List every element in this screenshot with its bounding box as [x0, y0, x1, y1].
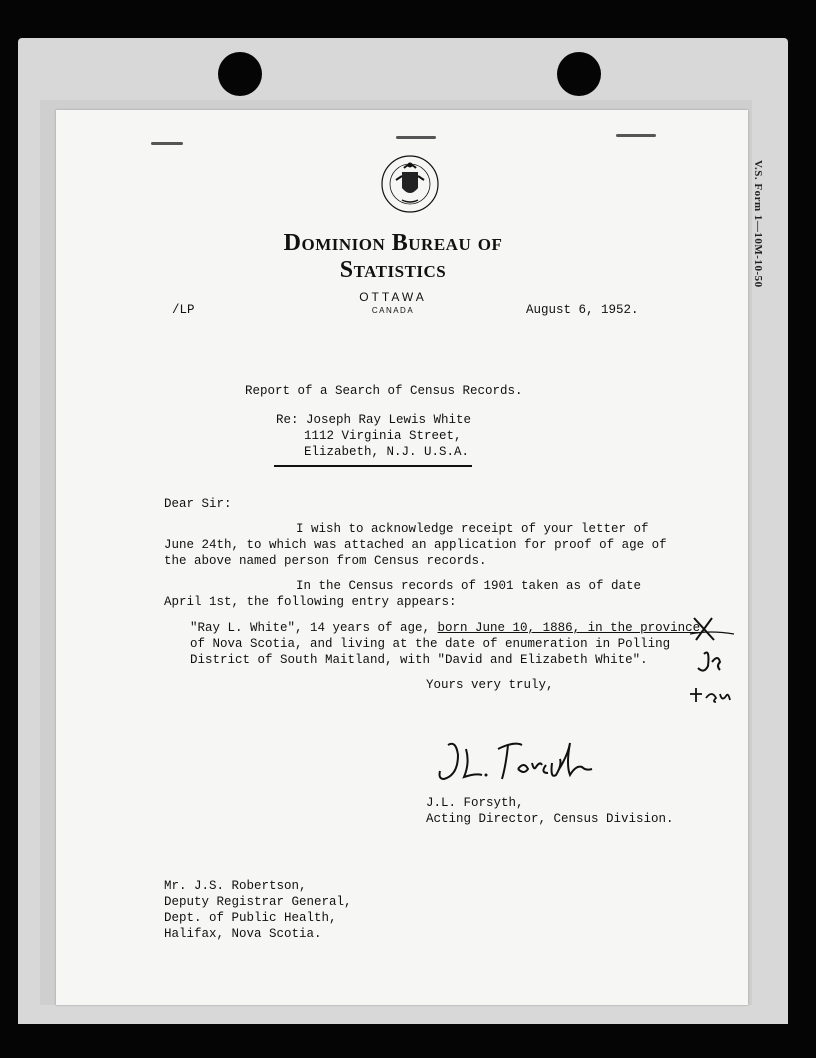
- letterhead-city: OTTAWA: [359, 290, 427, 304]
- letterhead-title: Dominion Bureau of Statistics: [283, 230, 503, 283]
- side-form-label: V.S. Form 1—10M-10-50: [752, 160, 764, 288]
- letter-date: August 6, 1952.: [526, 303, 639, 317]
- paragraph1-line3: the above named person from Census records.: [164, 554, 487, 568]
- paragraph1-line1: I wish to acknowledge receipt of your letter of: [296, 522, 649, 536]
- subject-rule: [274, 465, 472, 467]
- reference-code: /LP: [172, 303, 195, 317]
- re-name: Joseph Ray Lewis White: [306, 413, 472, 427]
- census-entry-text: "Ray L. White", 14 years of age,: [190, 621, 438, 635]
- paper-clip-mark: [396, 136, 436, 139]
- paper-clip-mark: [151, 142, 183, 145]
- punch-hole-right: [557, 52, 601, 96]
- punch-hole-left: [218, 52, 262, 96]
- closing: Yours very truly,: [426, 678, 554, 692]
- recipient-line1: Mr. J.S. Robertson,: [164, 879, 307, 893]
- paragraph2-line1: In the Census records of 1901 taken as of date: [296, 579, 642, 593]
- census-entry-line3: District of South Maitland, with "David and Elizabeth White".: [190, 653, 648, 667]
- census-entry-line2: of Nova Scotia, and living at the date of enumeration in Polling: [190, 637, 671, 651]
- recipient-line2: Deputy Registrar General,: [164, 895, 352, 909]
- recipient-line3: Dept. of Public Health,: [164, 911, 337, 925]
- recipient-line4: Halifax, Nova Scotia.: [164, 927, 322, 941]
- re-city: Elizabeth, N.J. U.S.A.: [304, 445, 470, 459]
- signer-title: Acting Director, Census Division.: [426, 812, 674, 826]
- paragraph1-line2: June 24th, to which was attached an application for proof of age of: [164, 538, 667, 552]
- re-label: Re:: [276, 413, 299, 427]
- handwritten-signature: [436, 735, 606, 790]
- re-street: 1112 Virginia Street,: [304, 429, 462, 443]
- letterhead-country: CANADA: [371, 306, 415, 315]
- re-block: [276, 412, 471, 428]
- salutation: Dear Sir:: [164, 497, 232, 511]
- paper-clip-mark: [616, 134, 656, 137]
- census-entry-line1: [190, 620, 700, 636]
- subject-line: Report of a Search of Census Records.: [245, 384, 523, 398]
- signer-name: J.L. Forsyth,: [426, 796, 524, 810]
- paragraph2-line2: April 1st, the following entry appears:: [164, 595, 457, 609]
- margin-annotations: [690, 614, 740, 709]
- coat-of-arms-seal-icon: [380, 150, 440, 220]
- birth-date-underlined: born June 10, 1886, in the province: [437, 621, 701, 635]
- letterhead: [228, 230, 558, 315]
